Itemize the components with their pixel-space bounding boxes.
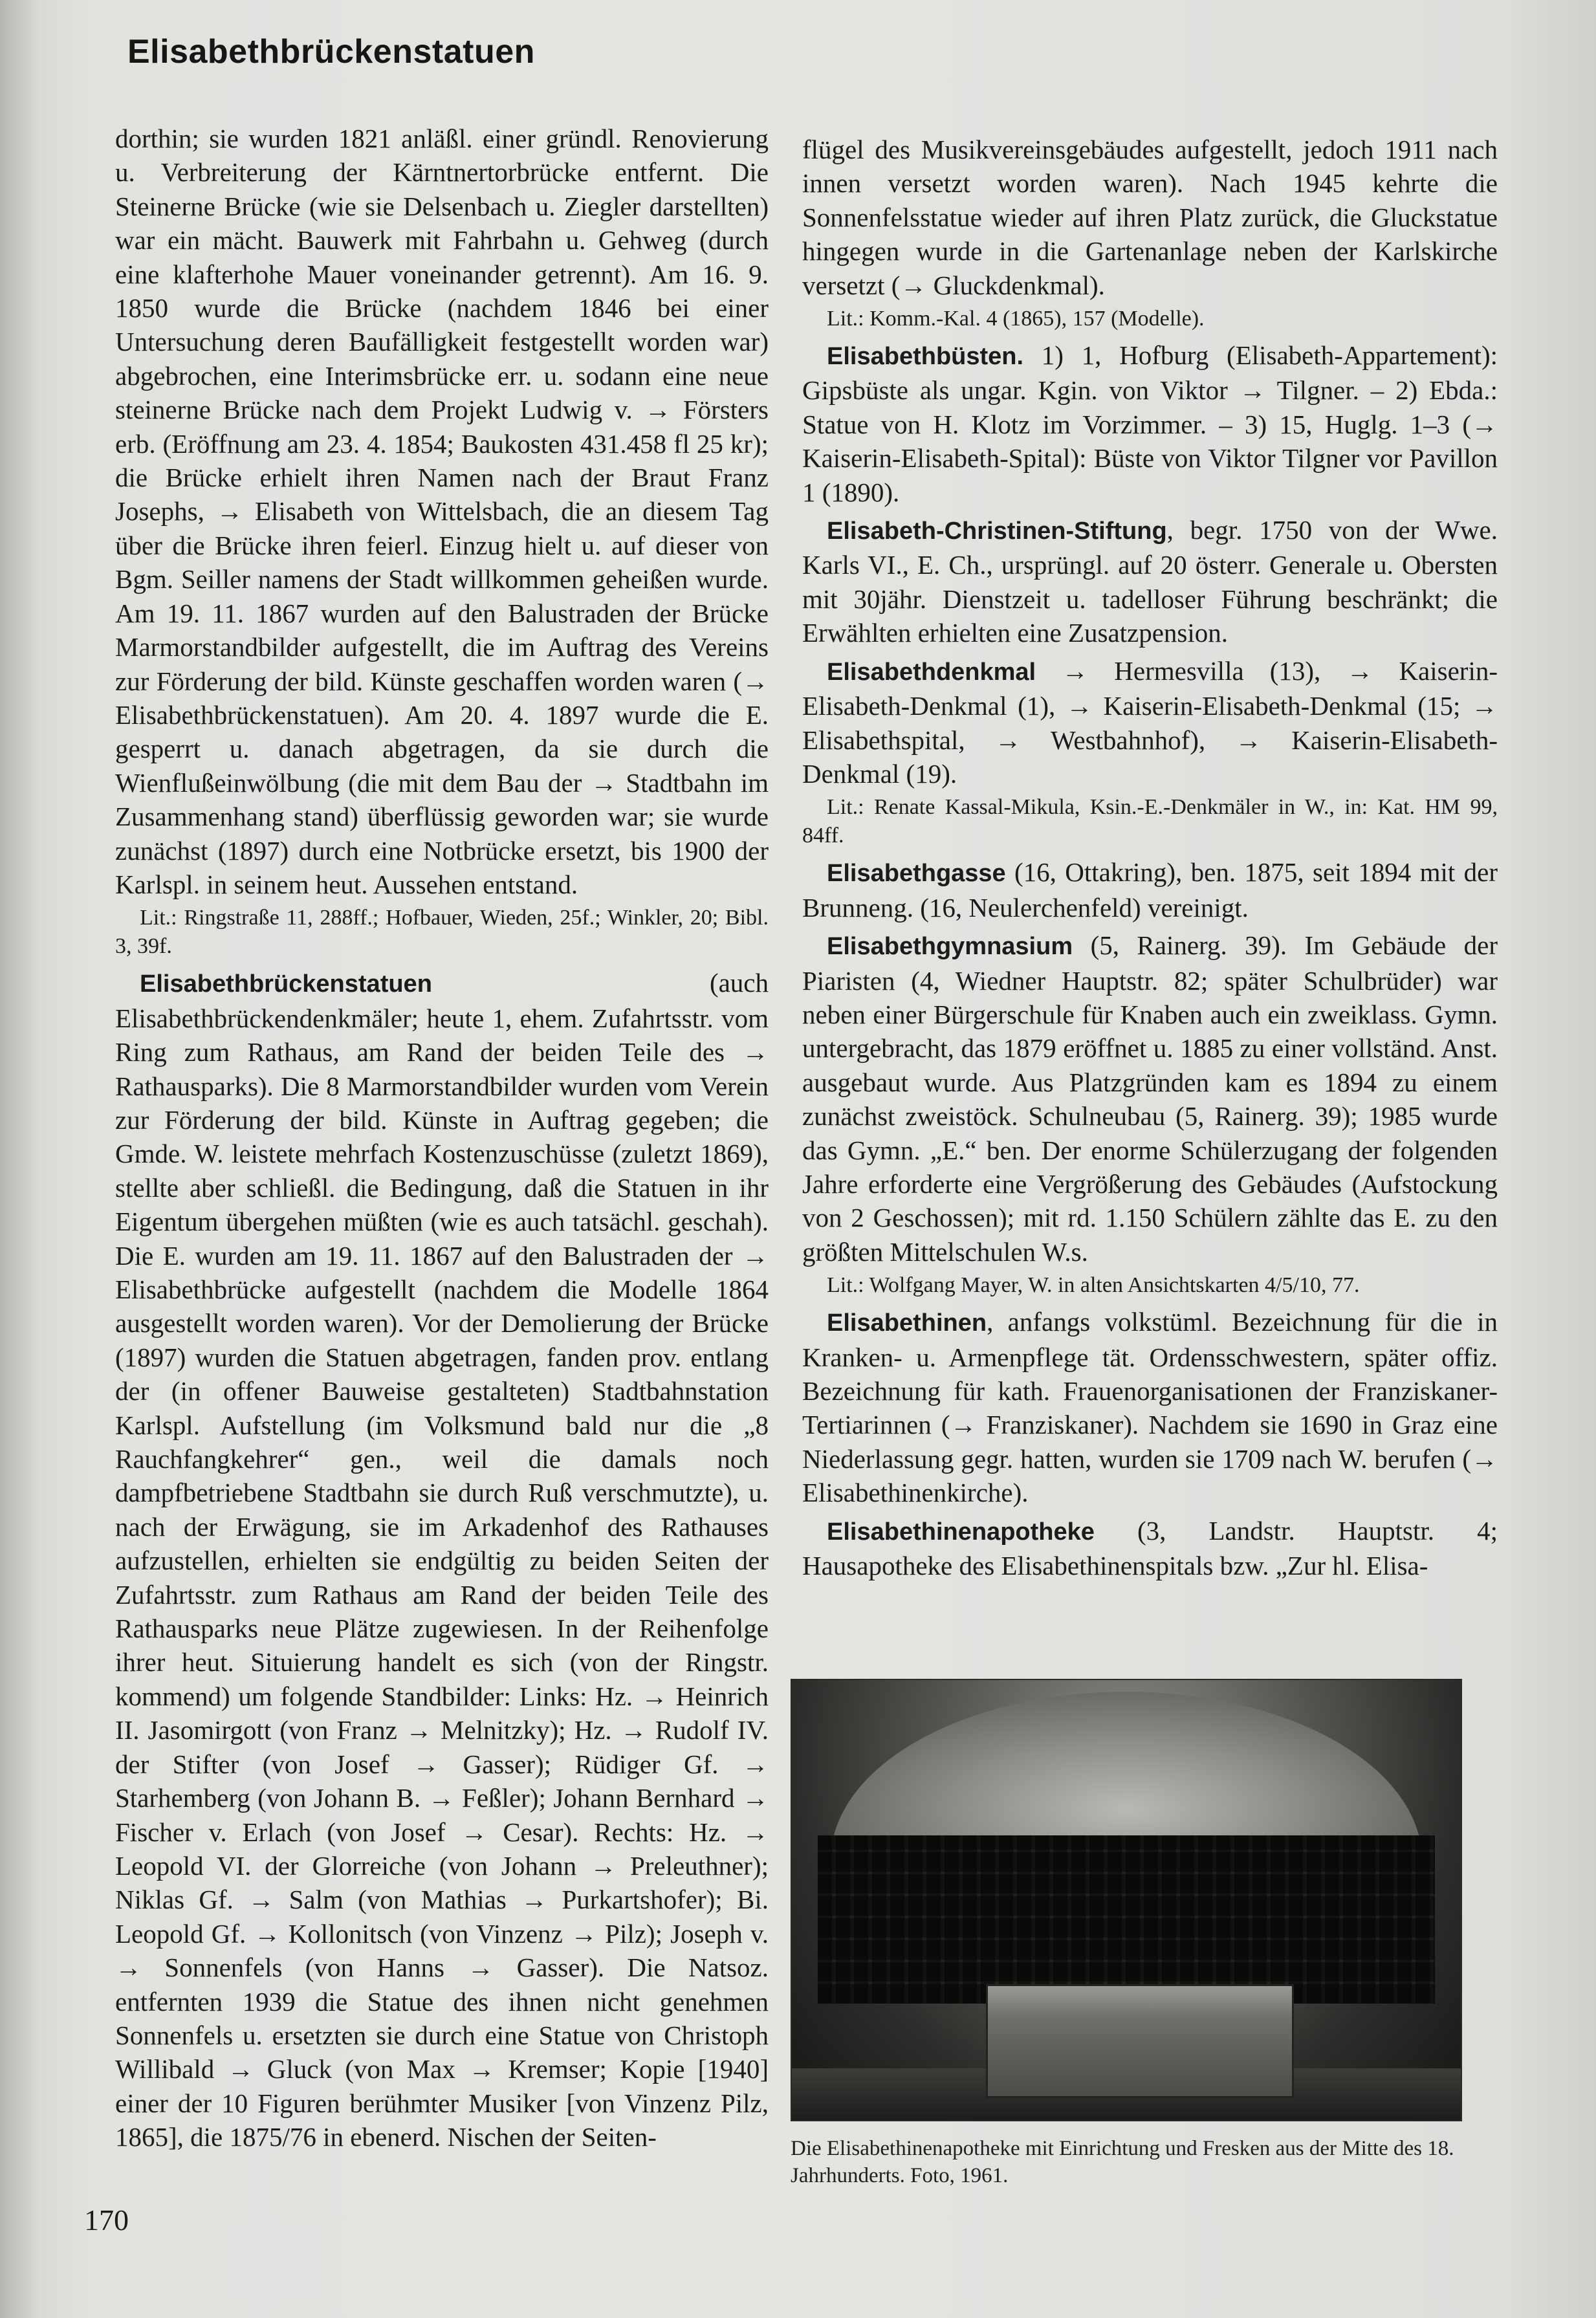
entry-text: , anfangs volkstüml. Bezeichnung für die in Kranken- u. Armenpflege tät. Ordensschwestern, später offiz. Bezeichnung für kath. Frauenorganisationen der Franziskaner-Tertiarinnen (→ Franziskaner). Nachdem sie 1690 in Graz eine Niederlassung gegr. hatten, wurden sie 1709 nach W. berufen (→ Elisabethinenkirche). <box>802 1307 1498 1508</box>
pharmacy-photo <box>791 1679 1462 2121</box>
photo-vaulted-ceiling <box>831 1692 1422 1860</box>
photo-counter <box>986 1984 1294 2098</box>
entry-elisabethdenkmal <box>802 654 1498 791</box>
entry-lemma: Elisabethbüsten. <box>827 343 1024 371</box>
entry-lemma: Elisabethinenapotheke <box>827 1518 1095 1546</box>
entry-text: , begr. 1750 von der Wwe. Karls VI., E. Ch., ursprüngl. auf 20 österr. Generale u. Obersten mit 30jähr. Dienstzeit u. tadelloser Führung beschränkt; die Erwählten erhielten eine Zusatzpension. <box>802 515 1498 648</box>
entry-elisabethinen <box>802 1305 1498 1509</box>
entry-elisabethinenapotheke <box>802 1514 1498 1583</box>
entry-elisabethgymnasium <box>802 928 1498 1269</box>
literature-reference: Lit.: Renate Kassal-Mikula, Ksin.-E.-Denkmäler in W., in: Kat. HM 99, 84ff. <box>802 795 1498 848</box>
entry-lemma: Elisabeth-Christinen-Stiftung <box>827 518 1167 545</box>
paragraph-continuation: dorthin; sie wurden 1821 anläßl. einer gründl. Renovierung u. Verbreiterung der Kärntnertorbrücke entfernt. Die Steinerne Brücke (wie sie Delsenbach u. Ziegler darstellten) war ein mächt. Bauwerk mit Fahrbahn u. Gehweg (durch eine klafterhohe Mauer voneinander getrennt). Am 16. 9. 1850 wurde die Brücke (nachdem 1846 bei einer Untersuchung deren Baufälligkeit festgestellt worden war) abgebrochen, eine Interimsbrücke err. u. sodann eine neue steinerne Brücke nach dem Projekt Ludwig v. → Försters erb. (Eröffnung am 23. 4. 1854; Baukosten 431.458 fl 25 kr); die Brücke erhielt ihren Namen nach der Braut Franz Josephs, → Elisabeth von Wittelsbach, die an diesem Tag über die Brücke ihren feierl. Einzug hielt u. auf dieser von Bgm. Seiller namens der Stadt willkommen geheißen wurde. Am 19. 11. 1867 wurden auf den Balustraden der Brücke Marmorstandbilder aufgestellt, die im Auftrag des Vereins zur Förderung der bild. Künste geschaffen worden waren (→ Elisabethbrückenstatuen). Am 20. 4. 1897 wurde die E. gesperrt u. danach abgetragen, da sie durch die Wienflußeinwölbung (die mit dem Bau der → Stadtbahn im Zusammenhang stand) überflüssig geworden war; sie wurde zunächst (1897) durch eine Notbrücke ersetzt, bis 1900 der Karlspl. in seinem heut. Aussehen entstand. <box>115 124 769 899</box>
page-gutter-shadow <box>0 0 39 2318</box>
entry-elisabethbrueckenstatuen <box>115 966 769 2154</box>
entry-lemma: Elisabethgymnasium <box>827 933 1073 961</box>
entry-elisabethbuesten <box>802 338 1498 509</box>
left-column <box>115 122 769 2154</box>
entry-elisabethgasse <box>802 855 1498 924</box>
entry-elisabeth-christinen-stiftung <box>802 513 1498 650</box>
entry-text: (3, Landstr. Hauptstr. 4; Hausapotheke des Elisabethinenspitals bzw. „Zur hl. Elisa- <box>802 1515 1498 1581</box>
entry-lemma: Elisabethinen <box>827 1309 987 1337</box>
entry-lemma: Elisabethgasse <box>827 860 1006 888</box>
entry-text: (5, Rainerg. 39). Im Gebäude der Piaristen (4, Wiedner Hauptstr. 82; später Schulbrüder) war neben einer Bürgerschule für Knaben auch ein zweiklass. Gymn. untergebracht, das 1879 eröffnet u. 1885 zu einer vollständ. Anst. ausgebaut wurde. Aus Platzgründen kam es 1894 zu einem zunächst zweistöck. Schulneubau (5, Rainerg. 39); 1985 wurde das Gymn. „E.“ ben. Der enorme Schülerzugang der folgenden Jahre erforderte eine Vergrößerung des Gebäudes (Aufstockung von 2 Geschossen); mit rd. 1.150 Schülern zählte das E. zu den größten Mittelschulen W.s. <box>802 930 1498 1267</box>
entry-text: (16, Ottakring), ben. 1875, seit 1894 mit der Brunneng. (16, Neulerchenfeld) vereinigt. <box>802 857 1498 923</box>
literature-reference: Lit.: Ringstraße 11, 288ff.; Hofbauer, Wieden, 25f.; Winkler, 20; Bibl. 3, 39f. <box>115 906 769 959</box>
photo-drawer-cabinets <box>818 1835 1435 2004</box>
running-head: Elisabethbrückenstatuen <box>127 33 535 71</box>
entry-lemma: Elisabethbrückenstatuen <box>140 970 432 998</box>
literature-reference: Lit.: Komm.-Kal. 4 (1865), 157 (Modelle). <box>827 307 1205 331</box>
entry-text: (auch Elisabethbrückendenkmäler; heute 1, ehem. Zufahrtsstr. vom Ring zum Rathaus, am Rand der beiden Teile des → Rathausparks). Die 8 Marmorstandbilder wurden vom Verein zur Förderung der bild. Künste in Auftrag gegeben; die Gmde. W. leistete mehrfach Kostenzuschüsse (zuletzt 1869), stellte aber schließl. die Bedingung, daß die Statuen in ihr Eigentum übergehen müßten (wie es auch tatsächl. geschah). Die E. wurden am 19. 11. 1867 auf den Balustraden der → Elisabethbrücke aufgestellt (nachdem die Modelle 1864 ausgestellt worden waren). Vor der Demolierung der Brücke (1897) wurden die Statuen abgetragen, fanden prov. entlang der (in offener Bauweise gestalteten) Stadtbahnstation Karlspl. Aufstellung (im Volksmund bald nur die „8 Rauchfangkehrer“ gen., weil die damals noch dampfbetriebene Stadtbahn sie durch Ruß verschmutzte), u. nach der Erwägung, sie im Arkadenhof des Rathauses aufzustellen, erhielten sie endgültig zu beiden Seiten der Zufahrtsstr. zum Rathaus am Rand der beiden Teile des Rathausparks neue Plätze zugewiesen. In der Reihenfolge ihrer heut. Situierung handelt es sich (von der Ringstr. kommend) um folgende Standbilder: Links: Hz. → Heinrich II. Jasomirgott (von Franz → Melnitzky); Hz. → Rudolf IV. der Stifter (von Josef → Gasser); Rüdiger Gf. → Starhemberg (von Johann B. → Feßler); Johann Bernhard → Fischer v. Erlach (von Josef → Cesar). Rechts: Hz. → Leopold VI. der Glorreiche (von Johann → Preleuthner); Niklas Gf. → Salm (von Mathias → Purkartshofer); Bi. Leopold Gf. → Kollonitsch (von Vinzenz → Pilz); Joseph v. → Sonnenfels (von Hanns → Gasser). Die Natsoz. entfernten 1939 die Statue des ihnen nicht genehmen Sonnenfels u. ersetzten sie durch eine Statue von Christoph Willibald → Gluck (von Max → Kremser; Kopie [1940] einer der 10 Figuren berühmter Musiker [von Vinzenz Pilz, 1865], die 1875/76 in ebenerd. Nischen der Seiten- <box>115 968 769 2152</box>
paragraph-continuation: flügel des Musikvereinsgebäudes aufgestellt, jedoch 1911 nach innen versetzt worden waren). Nach 1945 kehrte die Sonnenfelsstatue wieder auf ihren Platz zurück, die Gluckstatue hingegen wurde in die Gartenanlage neben der Karlskirche versetzt (→ Gluckdenkmal). <box>802 135 1498 300</box>
literature-reference: Lit.: Wolfgang Mayer, W. in alten Ansichtskarten 4/5/10, 77. <box>827 1273 1360 1298</box>
entry-text: 1) 1, Hofburg (Elisabeth-Appartement): Gipsbüste als ungar. Kgin. von Viktor → Tilgner. – 2) Ebda.: Statue von H. Klotz im Vorzimmer. – 3) 15, Huglg. 1–3 (→ Kaiserin-Elisabeth-Spital): Büste von Viktor Tilgner vor Pavillon 1 (1890). <box>802 340 1498 507</box>
entry-lemma: Elisabethdenkmal <box>827 658 1036 686</box>
right-column <box>802 133 1498 1582</box>
page-number: 170 <box>84 2203 129 2236</box>
figure-caption: Die Elisabethinenapotheke mit Einrichtung und Fresken aus der Mitte des 18. Jahrhunderts. Foto, 1961. <box>791 2137 1454 2187</box>
entry-text: → Hermesvilla (13), → Kaiserin-Elisabeth-Denkmal (1), → Kaiserin-Elisabeth-Denkmal (15; → Elisabethspital, → Westbahnhof), → Kaiserin-Elisabeth-Denkmal (19). <box>802 655 1498 789</box>
